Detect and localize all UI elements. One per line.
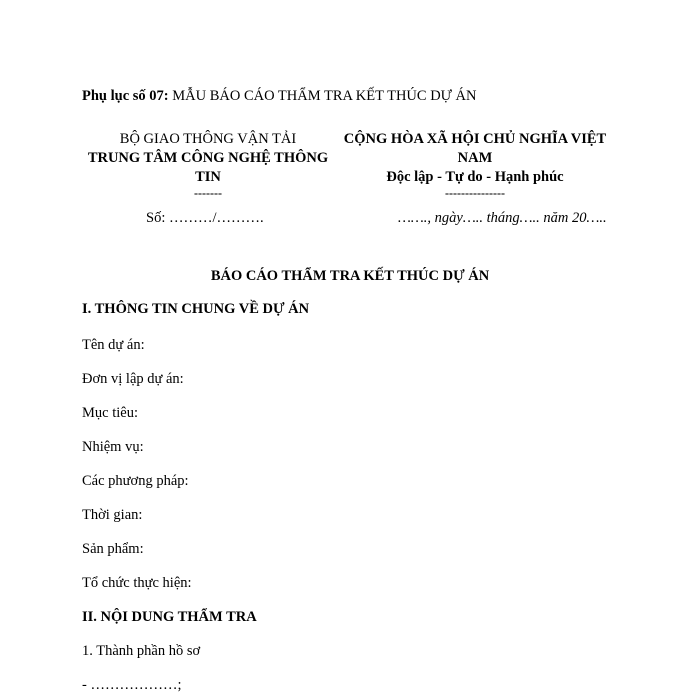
document-date: ……., ngày….. tháng….. năm 20….. [398,210,607,226]
subsection-documents: 1. Thành phần hồ sơ [82,643,201,659]
bullet-item: - ………………; [82,677,182,693]
appendix-prefix: Phụ lục số 07: [82,88,169,104]
field-duration: Thời gian: [82,507,143,523]
center-name: TRUNG TÂM CÔNG NGHỆ THÔNG TIN [87,150,329,185]
field-project-name: Tên dự án: [82,337,145,353]
field-methods: Các phương pháp: [82,473,189,489]
agency-header [78,130,338,199]
national-header [330,130,620,199]
field-products: Sản phẩm: [82,541,144,557]
national-motto: Độc lập - Tự do - Hạnh phúc [386,169,564,185]
country-name: CỘNG HÒA XÃ HỘI CHỦ NGHĨA VIỆT NAM [343,131,607,166]
field-tasks: Nhiệm vụ: [82,439,144,455]
appendix-line [82,88,476,105]
field-objective: Mục tiêu: [82,405,138,421]
ministry-name: BỘ GIAO THÔNG VẬN TẢI [119,131,297,147]
field-project-unit: Đơn vị lập dự án: [82,371,184,387]
field-implementation: Tổ chức thực hiện: [82,575,192,591]
motto-separator: --------------- [445,186,505,200]
section-heading-general-info: I. THÔNG TIN CHUNG VỀ DỰ ÁN [82,301,310,317]
section-heading-review-content: II. NỘI DUNG THẨM TRA [82,609,257,625]
agency-separator: ------- [194,186,222,200]
document-number: Số: ………/………. [146,210,264,226]
appendix-title: MẪU BÁO CÁO THẨM TRA KẾT THÚC DỰ ÁN [172,88,477,104]
report-title: BÁO CÁO THẨM TRA KẾT THÚC DỰ ÁN [210,268,490,284]
